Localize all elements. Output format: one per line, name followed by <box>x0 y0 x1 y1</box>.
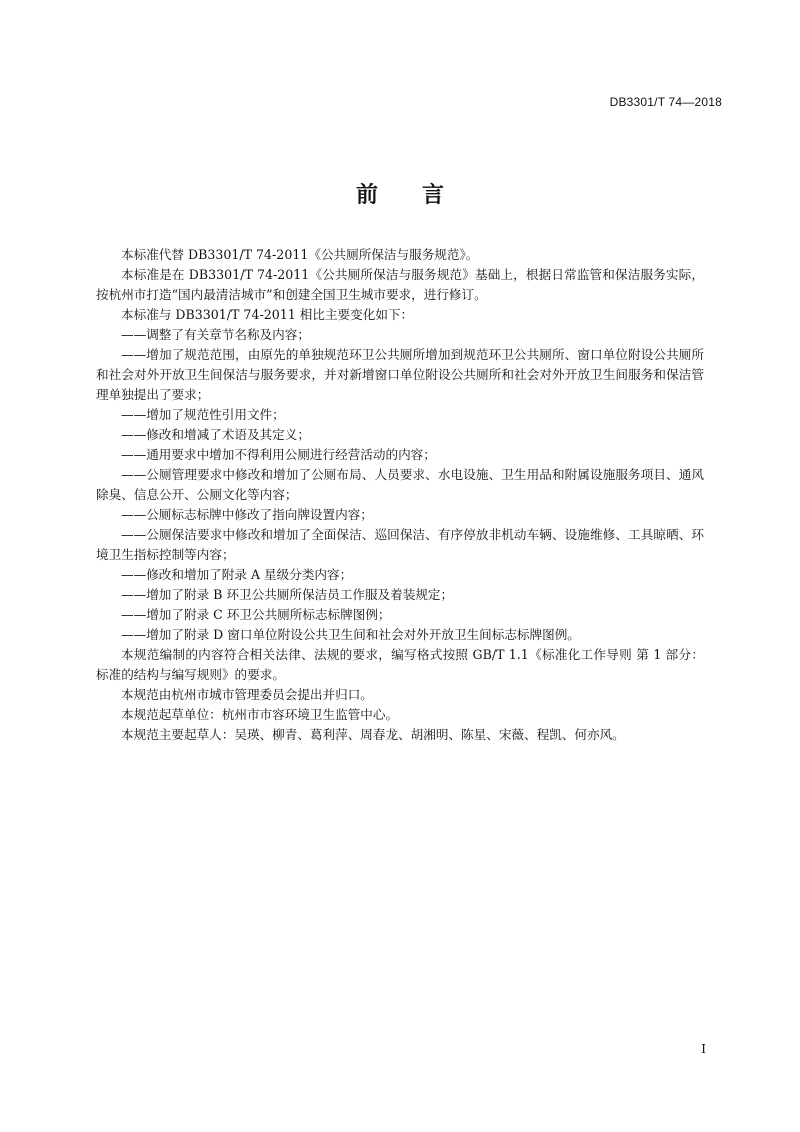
change-item: ——公厕保洁要求中修改和增加了全面保洁、巡回保洁、有序停放非机动车辆、设施维修、工具晾晒、环境卫生指标控制等内容； <box>96 527 704 562</box>
change-item: ——公厕管理要求中修改和增加了公厕布局、人员要求、水电设施、卫生用品和附属设施服务项目、通风除臭、信息公开、公厕文化等内容； <box>96 467 704 502</box>
change-item: ——增加了规范性引用文件； <box>121 407 285 422</box>
title-char-1: 前 <box>355 183 378 208</box>
change-item: ——修改和增减了术语及其定义； <box>121 427 310 442</box>
change-item: ——增加了附录 D 窗口单位附设公共卫生间和社会对外开放卫生间标志标牌图例。 <box>121 627 580 642</box>
paragraph-compliance: 本规范编制的内容符合相关法律、法规的要求，编写格式按照 GB/T 1.1《标准化工作导则 第 1 部分：标准的结构与编写规则》的要求。 <box>96 647 704 682</box>
page-number: I <box>701 1042 706 1056</box>
change-item: ——增加了附录 B 环卫公共厕所保洁员工作服及着装规定； <box>121 587 454 602</box>
change-item: ——通用要求中增加不得利用公厕进行经营活动的内容； <box>121 447 436 462</box>
standard-code-header: DB3301/T 74—2018 <box>609 95 722 109</box>
change-item: ——公厕标志标牌中修改了指向牌设置内容； <box>121 507 373 522</box>
change-item: ——增加了规范范围，由原先的单独规范环卫公共厕所增加到规范环卫公共厕所、窗口单位附设公共厕所和社会对外开放卫生间保洁与服务要求，并对新增窗口单位附设公共厕所和社会对外开放卫生间服务和保洁管理单独提出了要求； <box>96 347 704 402</box>
foreword-body <box>96 245 704 745</box>
page-title <box>0 178 800 209</box>
paragraph-replaces: 本标准代替 DB3301/T 74-2011《公共厕所保洁与服务规范》。 <box>121 247 479 262</box>
change-item: ——增加了附录 C 环卫公共厕所标志标牌图例； <box>121 607 391 622</box>
change-item: ——修改和增加了附录 A 星级分类内容； <box>121 567 353 582</box>
paragraph-revision-basis: 本标准是在 DB3301/T 74-2011《公共厕所保洁与服务规范》基础上，根据日常监管和保洁服务实际，按杭州市打造“国内最清洁城市”和创建全国卫生城市要求，进行修订。 <box>96 267 704 302</box>
paragraph-drafting-unit: 本规范起草单位：杭州市市容环境卫生监管中心。 <box>121 707 399 722</box>
paragraph-drafters: 本规范主要起草人：吴瑛、柳青、葛利萍、周春龙、胡湘明、陈星、宋薇、程凯、何亦风。 <box>121 727 625 742</box>
title-char-2: 言 <box>422 183 445 208</box>
paragraph-changes-intro: 本标准与 DB3301/T 74-2011 相比主要变化如下： <box>121 307 414 322</box>
paragraph-proposer: 本规范由杭州市城市管理委员会提出并归口。 <box>121 687 373 702</box>
change-item: ——调整了有关章节名称及内容； <box>121 327 310 342</box>
